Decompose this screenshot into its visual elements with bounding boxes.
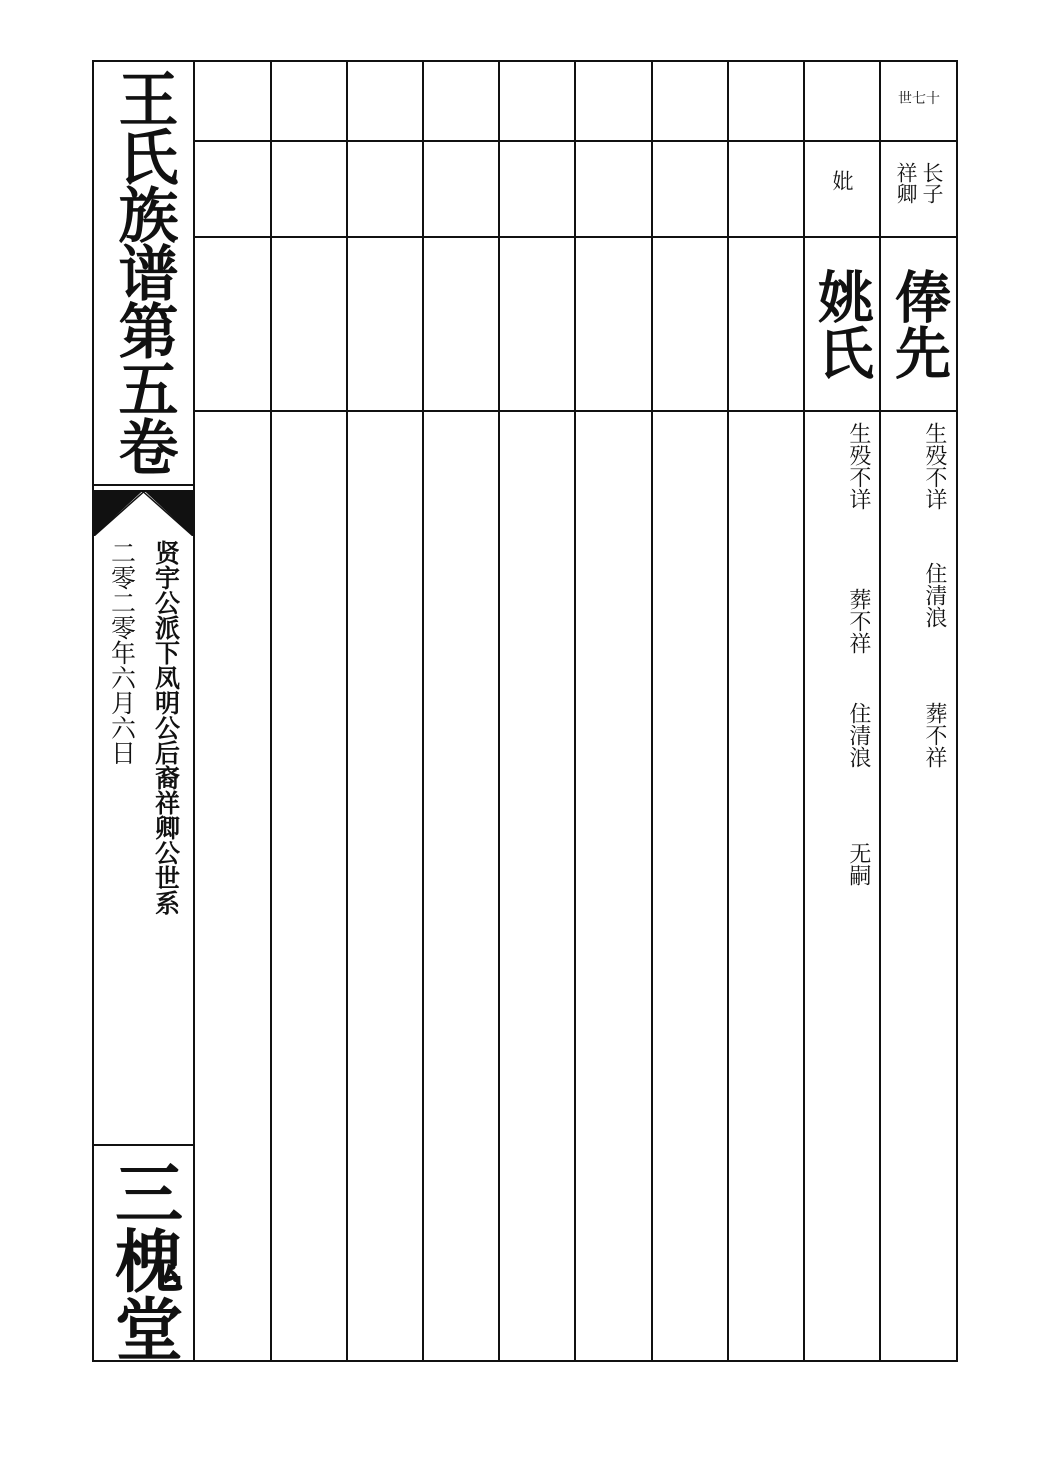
date-box <box>102 540 142 830</box>
person-name-cell <box>881 268 957 380</box>
column-rule <box>651 62 653 1360</box>
spouse-name: 姚氏 <box>809 268 875 380</box>
column-rule <box>574 62 576 1360</box>
person-relation-line2: 长子 <box>920 162 945 204</box>
spouse-notes-1-cell <box>843 422 873 510</box>
column-rule <box>422 62 424 1360</box>
spouse-notes-4-cell <box>843 842 873 886</box>
fish-tail-ornament <box>94 490 193 536</box>
column-rule <box>346 62 348 1360</box>
lineage-subtitle: 贤宇公派下凤明公后裔祥卿公世系 <box>151 540 181 915</box>
hall-name: 三槐堂 <box>103 1158 184 1362</box>
column-rule <box>727 62 729 1360</box>
spouse-name-cell <box>805 268 879 380</box>
row-rule <box>195 236 956 238</box>
person-notes-1-cell <box>919 422 949 510</box>
genealogy-page <box>92 60 958 1362</box>
spouse-notes-line2: 葬不祥 <box>845 588 871 654</box>
row-rule <box>195 410 956 412</box>
person-notes-line3: 葬不祥 <box>921 702 947 768</box>
title-spine <box>94 62 195 1360</box>
spouse-notes-line1: 生殁不详 <box>845 422 871 510</box>
book-title: 王氏族谱第五卷 <box>108 68 179 474</box>
spouse-relation: 妣 <box>830 170 855 191</box>
lineage-subtitle-box <box>144 540 188 1020</box>
person-relation-cell <box>881 162 957 204</box>
person-name: 俸先 <box>886 268 952 380</box>
person-relation-line1: 祥卿 <box>894 162 918 204</box>
person-notes-3-cell <box>919 702 949 768</box>
generation-cell <box>881 92 957 106</box>
spouse-notes-line3: 住清浪 <box>845 702 871 768</box>
row-rule <box>195 140 956 142</box>
book-title-box <box>94 62 193 486</box>
spouse-notes-line4: 无嗣 <box>845 842 871 886</box>
spouse-notes-2-cell <box>843 588 873 654</box>
column-rule <box>498 62 500 1360</box>
compile-date: 二零二零年六月六日 <box>107 540 137 765</box>
person-notes-line2: 住清浪 <box>921 562 947 628</box>
column-rule <box>803 62 805 1360</box>
generation-label: 世七十 <box>898 91 940 107</box>
person-notes-2-cell <box>919 562 949 628</box>
column-rule <box>270 62 272 1360</box>
spouse-notes-3-cell <box>843 702 873 768</box>
spouse-relation-cell <box>805 170 879 191</box>
person-notes-line1: 生殁不详 <box>921 422 947 510</box>
hall-name-box <box>94 1144 193 1362</box>
column-rule <box>879 62 881 1360</box>
lineage-grid <box>195 62 956 1360</box>
